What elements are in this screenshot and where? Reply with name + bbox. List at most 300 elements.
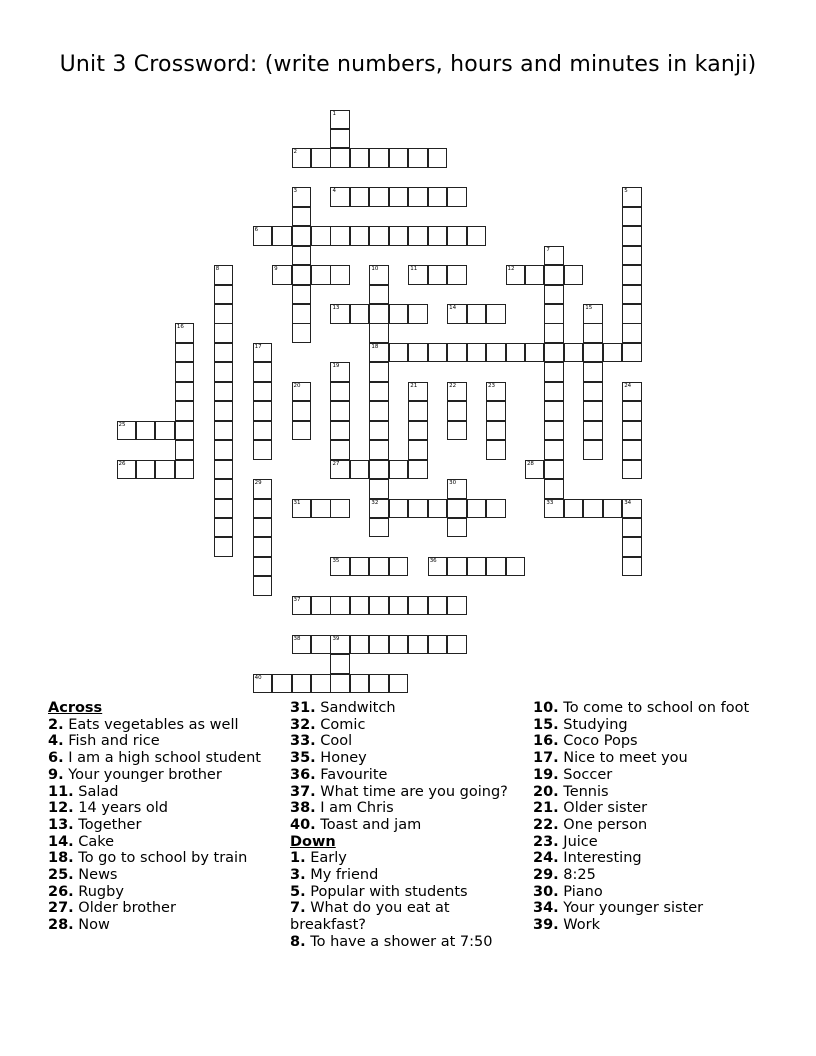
grid-cell[interactable] (369, 187, 389, 207)
clue-text: Cool (320, 733, 353, 750)
grid-cell[interactable] (389, 596, 409, 616)
grid-cell[interactable] (214, 285, 234, 305)
grid-cell[interactable] (447, 304, 467, 324)
grid-cell[interactable] (408, 421, 428, 441)
clue-text: Soccer (563, 766, 613, 783)
grid-cell[interactable] (622, 343, 642, 363)
grid-cell[interactable] (544, 343, 564, 363)
across-clue (48, 850, 268, 867)
grid-cell[interactable] (292, 635, 312, 655)
grid-cell[interactable] (253, 499, 273, 519)
down-clue (533, 784, 753, 801)
grid-cell[interactable] (467, 499, 487, 519)
grid-cell[interactable] (330, 362, 350, 382)
grid-cell[interactable] (330, 401, 350, 421)
grid-cell[interactable] (369, 304, 389, 324)
grid-cell[interactable] (447, 596, 467, 616)
clue-number: 24. (533, 850, 559, 867)
grid-cell[interactable] (330, 440, 350, 460)
clue-number: 3. (290, 867, 306, 884)
grid-cell[interactable] (253, 362, 273, 382)
cell-number: 6 (254, 227, 259, 234)
grid-cell[interactable] (330, 460, 350, 480)
grid-cell[interactable] (544, 382, 564, 402)
grid-cell[interactable] (175, 401, 195, 421)
clue-text: To have a shower at 7:50 (310, 933, 493, 950)
grid-cell[interactable] (311, 499, 331, 519)
grid-cell[interactable] (292, 285, 312, 305)
grid-cell[interactable] (369, 479, 389, 499)
grid-cell[interactable] (622, 285, 642, 305)
grid-cell[interactable] (292, 421, 312, 441)
grid-cell[interactable] (214, 537, 234, 557)
grid-cell[interactable] (253, 343, 273, 363)
grid-cell[interactable] (486, 382, 506, 402)
cell-number: 31 (293, 499, 301, 506)
grid-cell[interactable] (311, 596, 331, 616)
grid-cell[interactable] (214, 265, 234, 285)
grid-cell[interactable] (175, 421, 195, 441)
grid-cell[interactable] (544, 499, 564, 519)
cell-number: 33 (546, 499, 554, 506)
grid-cell[interactable] (292, 596, 312, 616)
grid-cell[interactable] (389, 343, 409, 363)
grid-cell[interactable] (428, 265, 448, 285)
grid-cell[interactable] (330, 226, 350, 246)
grid-cell[interactable] (369, 635, 389, 655)
grid-cell[interactable] (369, 382, 389, 402)
grid-cell[interactable] (214, 304, 234, 324)
clue-number: 4. (48, 733, 64, 750)
down-clue (533, 834, 753, 851)
cell-number: 13 (332, 305, 340, 311)
grid-cell[interactable] (350, 596, 370, 616)
grid-cell[interactable] (292, 499, 312, 519)
grid-cell[interactable] (622, 323, 642, 343)
grid-cell[interactable] (330, 557, 350, 577)
grid-cell[interactable] (253, 421, 273, 441)
grid-cell[interactable] (583, 382, 603, 402)
clue-number: 29. (533, 867, 559, 884)
grid-cell[interactable] (506, 557, 526, 577)
clue-number: 22. (533, 816, 559, 833)
grid-cell[interactable] (369, 674, 389, 694)
grid-cell[interactable] (136, 421, 156, 441)
clue-text: Sandwitch (320, 700, 396, 716)
grid-cell[interactable] (330, 110, 350, 130)
grid-cell[interactable] (253, 382, 273, 402)
cell-number: 28 (526, 460, 534, 467)
grid-cell[interactable] (253, 479, 273, 499)
grid-cell[interactable] (389, 187, 409, 207)
grid-cell[interactable] (253, 674, 273, 694)
clue-number: 28. (48, 917, 74, 934)
grid-cell[interactable] (603, 343, 623, 363)
clue-text: I am Chris (320, 800, 394, 817)
across-clues-column-1 (48, 700, 268, 934)
grid-cell[interactable] (253, 576, 273, 596)
grid-cell[interactable] (622, 499, 642, 519)
down-clue (290, 867, 510, 884)
grid-cell[interactable] (292, 323, 312, 343)
grid-cell[interactable] (350, 226, 370, 246)
grid-cell[interactable] (428, 226, 448, 246)
down-clue (290, 900, 510, 933)
grid-cell[interactable] (389, 226, 409, 246)
grid-cell[interactable] (330, 382, 350, 402)
grid-cell[interactable] (369, 460, 389, 480)
grid-cell[interactable] (214, 382, 234, 402)
grid-cell[interactable] (506, 265, 526, 285)
grid-cell[interactable] (603, 499, 623, 519)
clue-text: One person (563, 816, 648, 833)
grid-cell[interactable] (175, 343, 195, 363)
page-title: Unit 3 Crossword: (write numbers, hours and minutes in kanji) (59, 52, 757, 77)
clue-text: Tennis (563, 783, 609, 800)
grid-cell[interactable] (330, 187, 350, 207)
grid-cell[interactable] (408, 596, 428, 616)
grid-cell[interactable] (544, 285, 564, 305)
cell-number: 19 (332, 363, 340, 370)
grid-cell[interactable] (253, 518, 273, 538)
grid-cell[interactable] (447, 343, 467, 363)
grid-cell[interactable] (214, 362, 234, 382)
grid-cell[interactable] (369, 557, 389, 577)
grid-cell[interactable] (389, 674, 409, 694)
grid-cell[interactable] (311, 674, 331, 694)
grid-cell[interactable] (467, 343, 487, 363)
grid-cell[interactable] (117, 460, 137, 480)
clue-number: 37. (290, 783, 316, 800)
grid-cell[interactable] (447, 265, 467, 285)
grid-cell[interactable] (330, 596, 350, 616)
grid-cell[interactable] (486, 421, 506, 441)
grid-cell[interactable] (389, 635, 409, 655)
grid-cell[interactable] (544, 421, 564, 441)
grid-cell[interactable] (583, 343, 603, 363)
grid-cell[interactable] (311, 265, 331, 285)
grid-cell[interactable] (369, 323, 389, 343)
grid-cell[interactable] (253, 557, 273, 577)
grid-cell[interactable] (330, 654, 350, 674)
clue-number: 11. (48, 783, 74, 800)
grid-cell[interactable] (292, 265, 312, 285)
grid-cell[interactable] (525, 343, 545, 363)
grid-cell[interactable] (544, 304, 564, 324)
grid-cell[interactable] (369, 596, 389, 616)
grid-cell[interactable] (622, 265, 642, 285)
grid-cell[interactable] (564, 343, 584, 363)
cell-number: 32 (371, 499, 379, 506)
across-header: Across (48, 700, 103, 716)
grid-cell[interactable] (583, 362, 603, 382)
grid-cell[interactable] (408, 635, 428, 655)
across-clue (48, 817, 268, 834)
grid-cell[interactable] (369, 421, 389, 441)
cell-number: 18 (371, 343, 379, 350)
cell-number: 14 (449, 305, 457, 311)
grid-cell[interactable] (428, 596, 448, 616)
grid-cell[interactable] (292, 674, 312, 694)
grid-cell[interactable] (583, 401, 603, 421)
grid-cell[interactable] (447, 557, 467, 577)
clue-number: 23. (533, 833, 559, 850)
grid-cell[interactable] (272, 674, 292, 694)
cell-number: 15 (585, 305, 593, 311)
grid-cell[interactable] (583, 304, 603, 324)
grid-cell[interactable] (564, 499, 584, 519)
grid-cell[interactable] (408, 460, 428, 480)
grid-cell[interactable] (622, 207, 642, 227)
grid-cell[interactable] (311, 226, 331, 246)
down-clue (290, 850, 510, 867)
grid-cell[interactable] (622, 401, 642, 421)
clue-text: What time are you going? (320, 783, 508, 800)
grid-cell[interactable] (175, 440, 195, 460)
grid-cell[interactable] (525, 265, 545, 285)
grid-cell[interactable] (408, 382, 428, 402)
grid-cell[interactable] (175, 382, 195, 402)
grid-cell[interactable] (447, 635, 467, 655)
grid-cell[interactable] (544, 440, 564, 460)
grid-cell[interactable] (175, 460, 195, 480)
grid-cell[interactable] (447, 499, 467, 519)
grid-cell[interactable] (428, 499, 448, 519)
grid-cell[interactable] (330, 674, 350, 694)
grid-cell[interactable] (253, 537, 273, 557)
grid-cell[interactable] (369, 362, 389, 382)
grid-cell[interactable] (447, 187, 467, 207)
grid-cell[interactable] (253, 440, 273, 460)
grid-cell[interactable] (544, 460, 564, 480)
clue-text: I am a high school student (68, 750, 261, 767)
cell-number: 25 (118, 421, 126, 428)
grid-cell[interactable] (369, 343, 389, 363)
down-clue (533, 867, 753, 884)
grid-cell[interactable] (622, 537, 642, 557)
grid-cell[interactable] (447, 479, 467, 499)
grid-cell[interactable] (369, 401, 389, 421)
grid-cell[interactable] (389, 557, 409, 577)
clue-number: 12. (48, 800, 74, 817)
grid-cell[interactable] (408, 440, 428, 460)
grid-cell[interactable] (292, 207, 312, 227)
clue-text: Older brother (78, 900, 176, 917)
grid-cell[interactable] (175, 362, 195, 382)
clue-number: 35. (290, 750, 316, 767)
grid-cell[interactable] (544, 246, 564, 266)
grid-cell[interactable] (408, 187, 428, 207)
grid-cell[interactable] (272, 226, 292, 246)
clue-number: 20. (533, 783, 559, 800)
grid-cell[interactable] (622, 557, 642, 577)
grid-cell[interactable] (350, 557, 370, 577)
grid-cell[interactable] (292, 246, 312, 266)
cell-number: 20 (293, 382, 301, 389)
grid-cell[interactable] (622, 226, 642, 246)
clue-number: 14. (48, 833, 74, 850)
grid-cell[interactable] (292, 382, 312, 402)
clue-number: 34. (533, 900, 559, 917)
grid-cell[interactable] (330, 421, 350, 441)
grid-cell[interactable] (330, 129, 350, 149)
clue-number: 25. (48, 867, 74, 884)
grid-cell[interactable] (253, 226, 273, 246)
grid-cell[interactable] (486, 557, 506, 577)
grid-cell[interactable] (389, 499, 409, 519)
grid-cell[interactable] (330, 265, 350, 285)
grid-cell[interactable] (486, 304, 506, 324)
grid-cell[interactable] (369, 440, 389, 460)
cell-number: 1 (332, 110, 336, 117)
grid-cell[interactable] (506, 343, 526, 363)
grid-cell[interactable] (350, 674, 370, 694)
grid-cell[interactable] (622, 460, 642, 480)
grid-cell[interactable] (214, 518, 234, 538)
grid-cell[interactable] (428, 635, 448, 655)
grid-cell[interactable] (408, 148, 428, 168)
clue-text: Favourite (320, 766, 388, 783)
grid-cell[interactable] (369, 148, 389, 168)
grid-cell[interactable] (622, 518, 642, 538)
grid-cell[interactable] (408, 304, 428, 324)
grid-cell[interactable] (155, 460, 175, 480)
grid-cell[interactable] (428, 148, 448, 168)
grid-cell[interactable] (369, 499, 389, 519)
grid-cell[interactable] (486, 343, 506, 363)
clue-number: 30. (533, 883, 559, 900)
grid-cell[interactable] (447, 421, 467, 441)
cell-number: 39 (332, 635, 340, 642)
grid-cell[interactable] (214, 323, 234, 343)
grid-cell[interactable] (583, 499, 603, 519)
grid-cell[interactable] (525, 460, 545, 480)
grid-cell[interactable] (369, 518, 389, 538)
grid-cell[interactable] (408, 265, 428, 285)
clue-text: Nice to meet you (563, 750, 688, 767)
grid-cell[interactable] (622, 421, 642, 441)
grid-cell[interactable] (622, 304, 642, 324)
grid-cell[interactable] (486, 499, 506, 519)
clue-text: Older sister (563, 800, 648, 817)
grid-cell[interactable] (564, 265, 584, 285)
grid-cell[interactable] (486, 440, 506, 460)
grid-cell[interactable] (544, 479, 564, 499)
grid-cell[interactable] (330, 304, 350, 324)
grid-cell[interactable] (214, 479, 234, 499)
grid-cell[interactable] (467, 226, 487, 246)
grid-cell[interactable] (583, 421, 603, 441)
clue-text: Early (310, 850, 347, 867)
grid-cell[interactable] (330, 635, 350, 655)
grid-cell[interactable] (622, 246, 642, 266)
grid-cell[interactable] (311, 635, 331, 655)
grid-cell[interactable] (292, 187, 312, 207)
grid-cell[interactable] (330, 148, 350, 168)
grid-cell[interactable] (447, 382, 467, 402)
down-clue (533, 767, 753, 784)
grid-cell[interactable] (622, 187, 642, 207)
grid-cell[interactable] (544, 401, 564, 421)
grid-cell[interactable] (369, 285, 389, 305)
grid-cell[interactable] (350, 635, 370, 655)
grid-cell[interactable] (428, 187, 448, 207)
grid-cell[interactable] (486, 401, 506, 421)
grid-cell[interactable] (544, 323, 564, 343)
grid-cell[interactable] (292, 226, 312, 246)
grid-cell[interactable] (350, 460, 370, 480)
grid-cell[interactable] (214, 460, 234, 480)
grid-cell[interactable] (350, 187, 370, 207)
grid-cell[interactable] (214, 343, 234, 363)
grid-cell[interactable] (467, 304, 487, 324)
across-clue (48, 834, 268, 851)
grid-cell[interactable] (622, 382, 642, 402)
cell-number: 7 (546, 246, 550, 253)
grid-cell[interactable] (369, 265, 389, 285)
grid-cell[interactable] (330, 499, 350, 519)
grid-cell[interactable] (136, 460, 156, 480)
cell-number: 10 (371, 266, 379, 273)
grid-cell[interactable] (544, 265, 564, 285)
grid-cell[interactable] (117, 421, 137, 441)
cell-number: 16 (176, 324, 184, 331)
grid-cell[interactable] (253, 401, 273, 421)
grid-cell[interactable] (311, 148, 331, 168)
down-clues-column-3 (533, 700, 753, 934)
grid-cell[interactable] (447, 401, 467, 421)
grid-cell[interactable] (292, 148, 312, 168)
grid-cell[interactable] (155, 421, 175, 441)
grid-cell[interactable] (428, 343, 448, 363)
grid-cell[interactable] (622, 440, 642, 460)
grid-cell[interactable] (272, 265, 292, 285)
clue-number: 7. (290, 900, 306, 917)
grid-cell[interactable] (369, 226, 389, 246)
grid-cell[interactable] (544, 362, 564, 382)
down-clue (533, 850, 753, 867)
grid-cell[interactable] (408, 226, 428, 246)
clue-number: 10. (533, 700, 559, 716)
grid-cell[interactable] (214, 440, 234, 460)
grid-cell[interactable] (389, 148, 409, 168)
grid-cell[interactable] (447, 226, 467, 246)
cell-number: 34 (624, 499, 632, 506)
grid-cell[interactable] (350, 148, 370, 168)
grid-cell[interactable] (389, 460, 409, 480)
grid-cell[interactable] (583, 440, 603, 460)
across-clue (48, 784, 268, 801)
grid-cell[interactable] (214, 499, 234, 519)
grid-cell[interactable] (389, 304, 409, 324)
grid-cell[interactable] (214, 421, 234, 441)
grid-cell[interactable] (428, 557, 448, 577)
clue-number: 5. (290, 883, 306, 900)
grid-cell[interactable] (292, 304, 312, 324)
grid-cell[interactable] (175, 323, 195, 343)
grid-cell[interactable] (408, 499, 428, 519)
grid-cell[interactable] (447, 518, 467, 538)
grid-cell[interactable] (408, 401, 428, 421)
clue-number: 33. (290, 733, 316, 750)
cell-number: 17 (254, 343, 262, 350)
grid-cell[interactable] (467, 557, 487, 577)
grid-cell[interactable] (292, 401, 312, 421)
grid-cell[interactable] (214, 401, 234, 421)
grid-cell[interactable] (408, 343, 428, 363)
grid-cell[interactable] (583, 323, 603, 343)
grid-cell[interactable] (350, 304, 370, 324)
